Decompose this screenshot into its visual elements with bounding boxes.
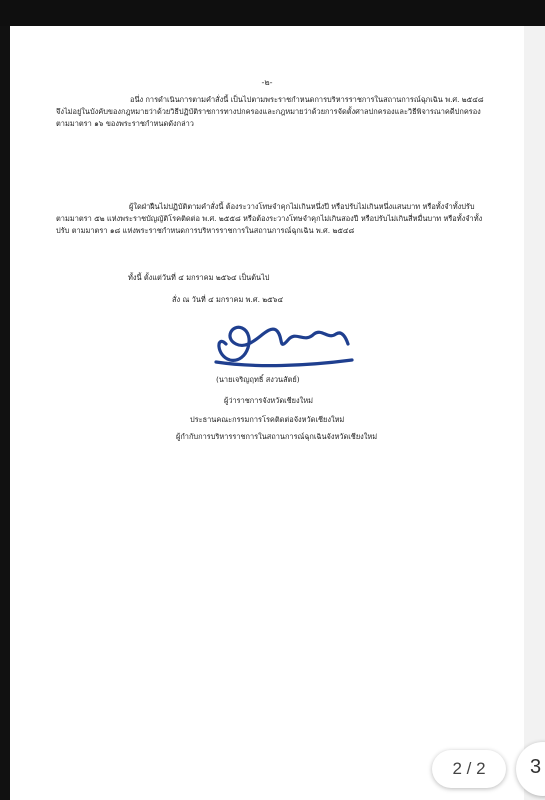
signed-date-line: สั่ง ณ วันที่ ๔ มกราคม พ.ศ. ๒๕๖๔ xyxy=(172,295,284,304)
signer-position-governor: ผู้ว่าราชการจังหวัดเชียงใหม่ xyxy=(224,396,313,405)
viewer-top-bar xyxy=(0,0,545,26)
viewer-side-strip xyxy=(524,26,545,800)
document-page xyxy=(10,26,524,800)
signature-image xyxy=(196,304,356,374)
fab-icon: 3 xyxy=(530,756,542,778)
paragraph-legal-basis: อนึ่ง การดำเนินการตามคำสั่งนี้ เป็นไปตามพระราชกำหนดการบริหารราชการในสถานการณ์ฉุกเฉิน พ.ศ. ๒๕๔๘ จึงไม่อยู่ในบังคับของกฎหมายว่าด้วยวิธีปฏิบัติราชการทางปกครองและกฎหมายว่าด้วยการจัดตั้งศาลปกครองและวิธีพิจารณาคดีปกครอง ตามมาตรา ๑๖ ของพระราชกำหนดดังกล่าว xyxy=(56,95,486,128)
effective-date-line: ทั้งนี้ ตั้งแต่วันที่ ๔ มกราคม ๒๕๖๔ เป็นต้นไป xyxy=(128,273,270,282)
paragraph-penalty: ผู้ใดฝ่าฝืนไม่ปฏิบัติตามคำสั่งนี้ ต้องระวางโทษจำคุกไม่เกินหนึ่งปี หรือปรับไม่เกินหนึ่งแสนบาท หรือทั้งจำทั้งปรับ ตามมาตรา ๕๒ แห่งพระราชบัญญัติโรคติดต่อ พ.ศ. ๒๕๕๘ หรือต้องระวางโทษจำคุกไม่เกินสองปี หรือปรับไม่เกินสี่หมื่นบาท หรือทั้งจำทั้งปรับ ตามมาตรา ๑๘ แห่งพระราชกำหนดการบริหารราชการในสถานการณ์ฉุกเฉิน พ.ศ. ๒๕๔๘ xyxy=(56,202,483,235)
signer-position-emergency: ผู้กำกับการบริหารราชการในสถานการณ์ฉุกเฉินจังหวัดเชียงใหม่ xyxy=(176,432,378,441)
signer-position-committee: ประธานคณะกรรมการโรคติดต่อจังหวัดเชียงใหม่ xyxy=(190,415,345,424)
page-number: -๒- xyxy=(261,78,273,87)
signer-name: (นายเจริญฤทธิ์ สงวนสัตย์) xyxy=(216,375,300,384)
page-indicator[interactable]: 2 / 2 xyxy=(432,750,506,788)
